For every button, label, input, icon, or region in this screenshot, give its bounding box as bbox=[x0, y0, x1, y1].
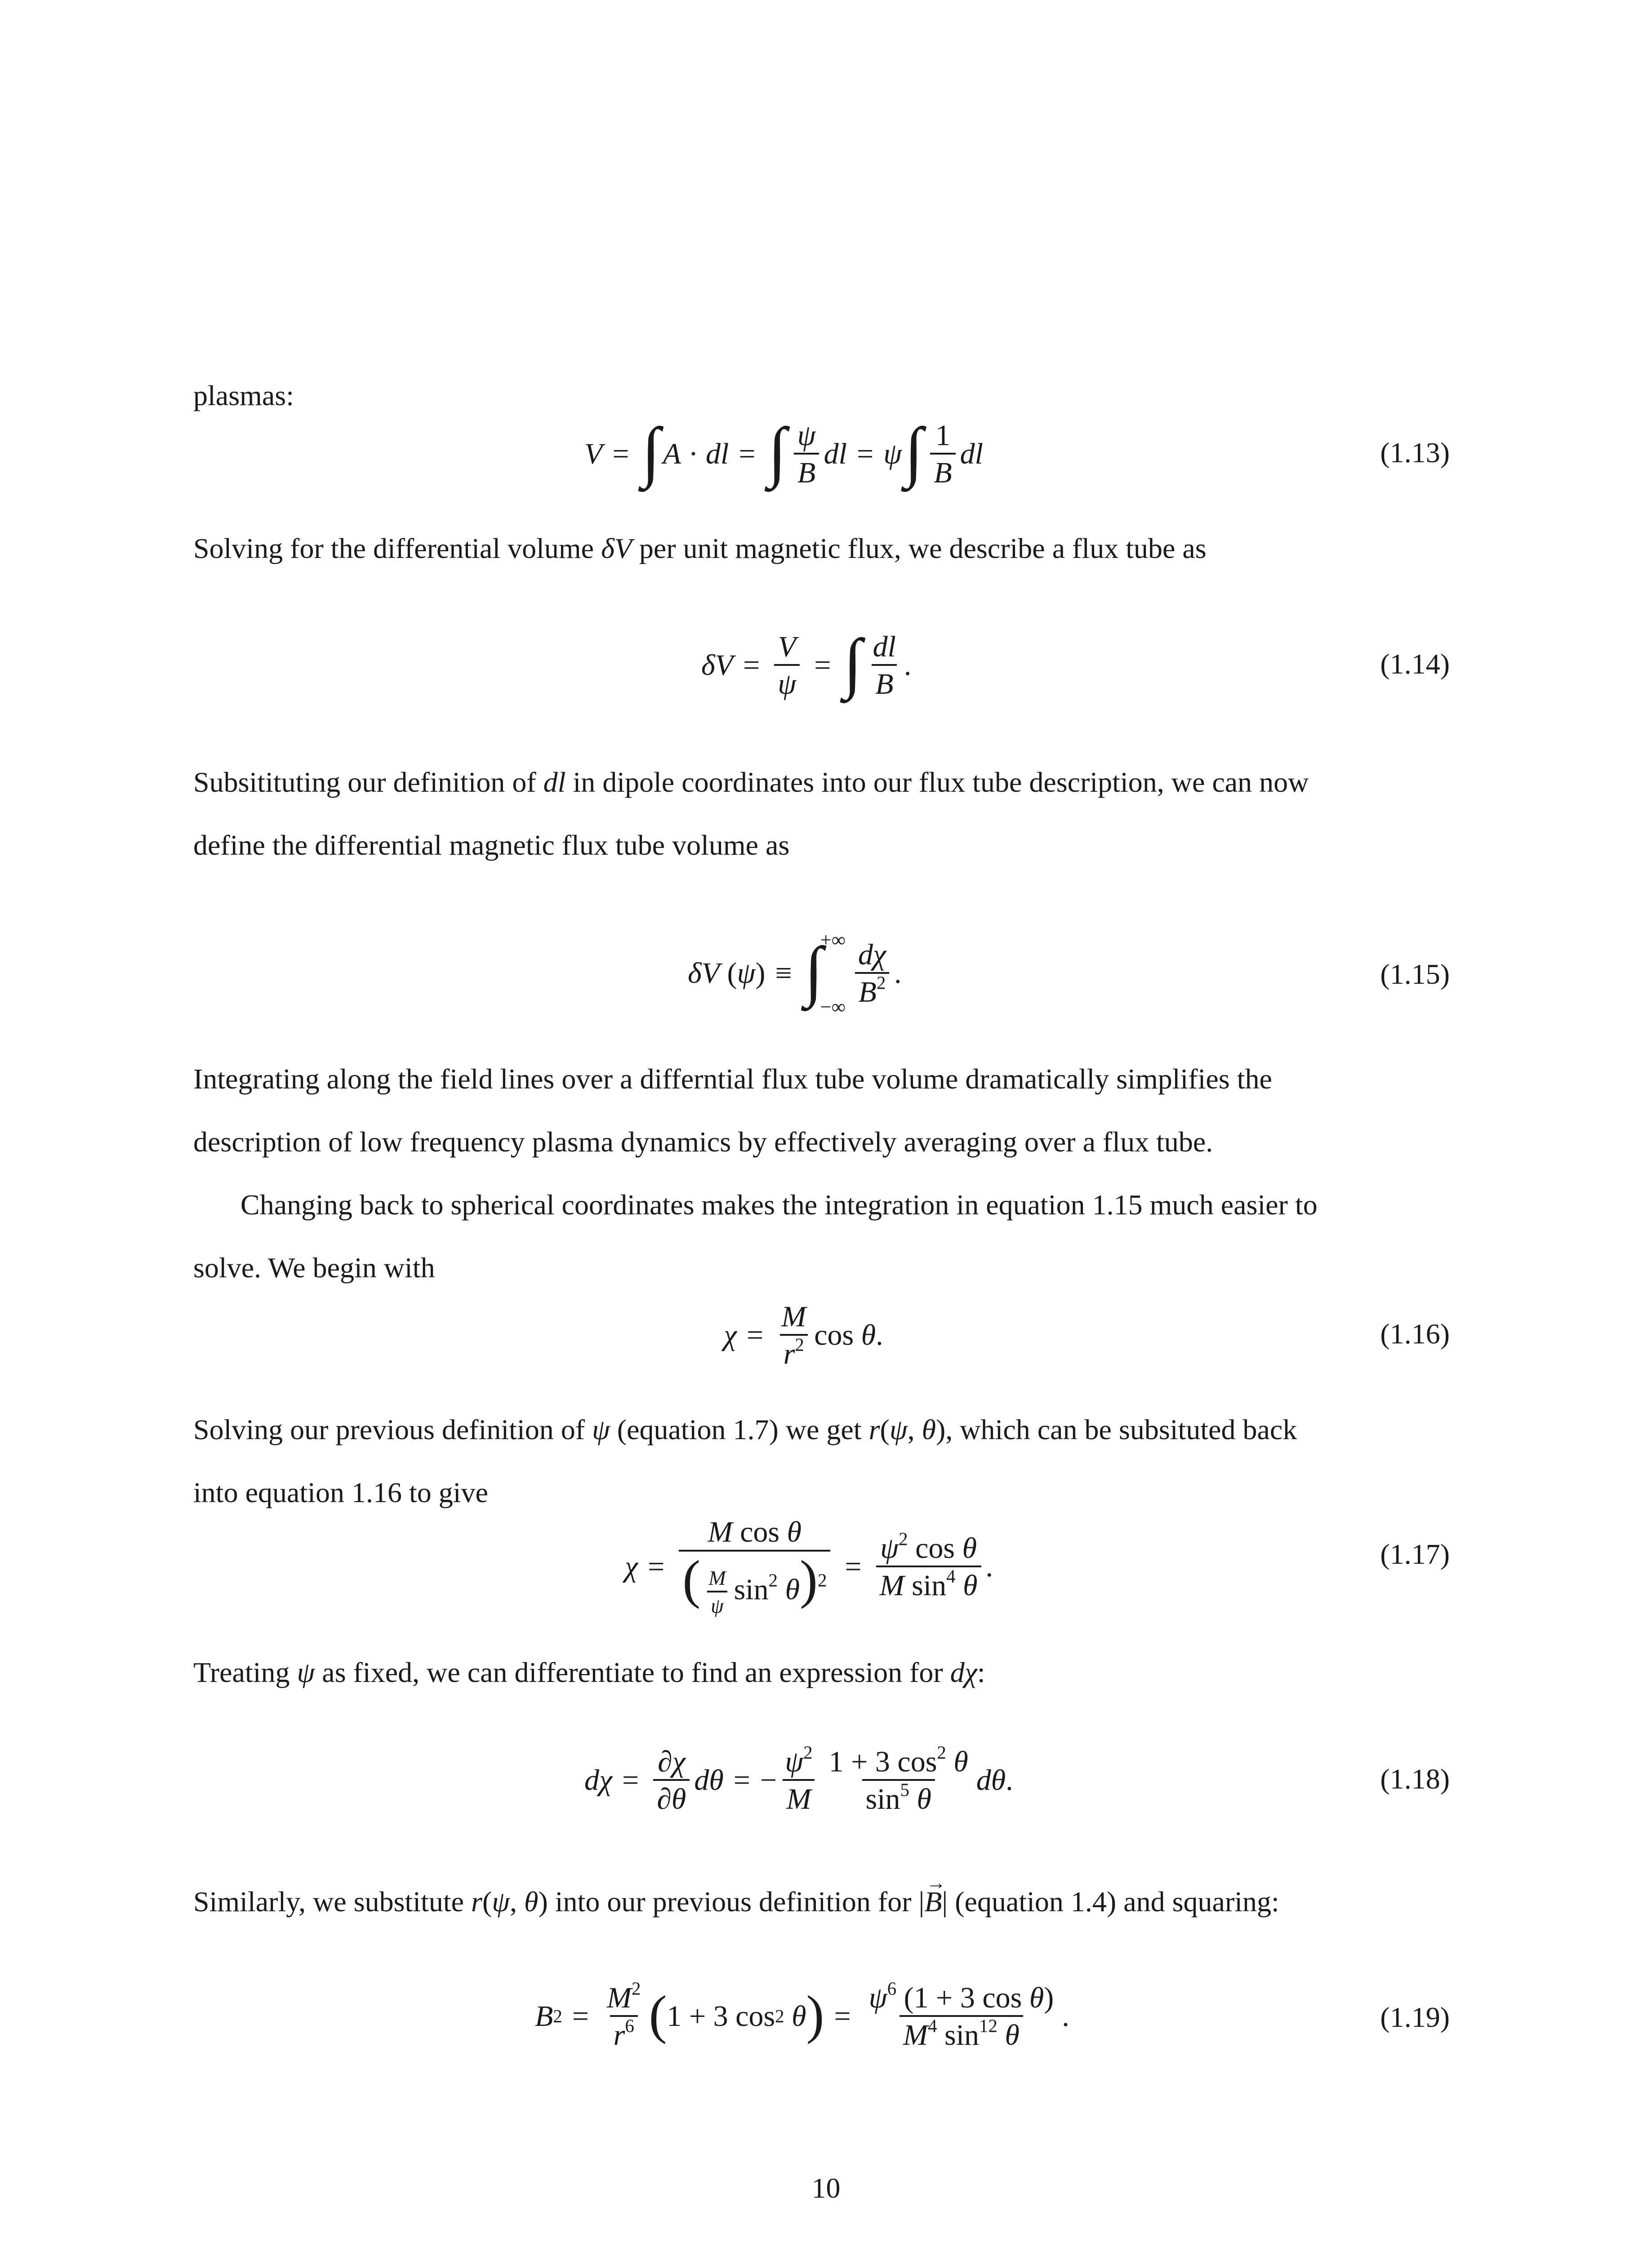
equation-1-15 bbox=[193, 922, 1450, 1025]
equation-number: (1.15) bbox=[1380, 958, 1450, 990]
equation-number: (1.14) bbox=[1380, 648, 1450, 680]
equation-1-19-body: B 2 = $\frac{M^2}{r^6}$ ( 1 + 3 cos 2 θ ) = $\frac{\psi^6 (1 + 3 \cos \theta)}{M^4 \sin^{12} \theta}$ . bbox=[535, 1978, 1069, 2052]
paragraph-solving-psi-line1: Solving our previous definition of ψ (equation 1.7) we get r(ψ, θ), which can be subsituted back bbox=[193, 1414, 1297, 1445]
equation-1-16-body: χ = $\frac{M}{r^2}$ cos θ . bbox=[724, 1300, 883, 1370]
paragraph-changing-line2: solve. We begin with bbox=[193, 1252, 435, 1284]
paragraph-integrating-line1: Integrating along the field lines over a differntial flux tube volume dramatically simplifies the bbox=[193, 1063, 1272, 1095]
equation-number: (1.18) bbox=[1380, 1763, 1450, 1795]
paragraph-differential-volume: Solving for the differential volume δV per unit magnetic flux, we describe a flux tube as bbox=[193, 532, 1207, 564]
paragraph-substituting-line1: Subsitituting our definition of dl in dipole coordinates into our flux tube description, we can now bbox=[193, 766, 1309, 798]
equation-1-17-body: χ = M cos θ ( $\frac{M}{\psi}$ $\sin^2 \theta)^2$ = $\frac{\psi^2 \cos \theta}{M \sin^4 \theta}$ . bbox=[625, 1516, 993, 1618]
equation-number: (1.16) bbox=[1380, 1318, 1450, 1350]
equation-1-19 bbox=[193, 1965, 1450, 2068]
equation-1-18-body: dχ = $\frac{\partial\chi}{\partial\theta}$ dθ = − $\frac{\psi^2}{M}$ $\frac{1 + 3 \cos^2 \theta}{\sin^5 \theta}$ dθ . bbox=[584, 1742, 1013, 1815]
equation-1-13 bbox=[193, 405, 1450, 504]
paragraph-changing-line1: Changing back to spherical coordinates makes the integration in equation 1.15 much easier to bbox=[240, 1189, 1318, 1221]
equation-1-16 bbox=[193, 1290, 1450, 1380]
equation-number: (1.19) bbox=[1380, 2001, 1450, 2033]
equation-1-15-body: δV ( ψ ) ≡ ∫ +∞ −∞ $\frac{d\chi}{B^2}$ . bbox=[688, 929, 902, 1018]
paragraph-substituting-line2: define the differential magnetic flux tube volume as bbox=[193, 829, 790, 861]
paragraph-similarly: Similarly, we substitute r(ψ, θ) into our previous definition for |→ B| (equation 1.4) and squaring: bbox=[193, 1870, 1450, 1933]
equation-1-13-body: V = ∫ A · dl = ∫ $\frac{\psi}{B}$ dl = ψ ∫ $\frac{1}{B}$ dl bbox=[584, 414, 983, 489]
equation-number: (1.13) bbox=[1380, 437, 1450, 468]
equation-number: (1.17) bbox=[1380, 1538, 1450, 1570]
equation-1-14 bbox=[193, 616, 1450, 715]
equation-1-18 bbox=[193, 1731, 1450, 1830]
paragraph-treating-psi: Treating ψ as fixed, we can differentiate to find an expression for dχ: bbox=[193, 1656, 985, 1688]
equation-1-17 bbox=[193, 1502, 1450, 1632]
paragraph-integrating-line2: description of low frequency plasma dynamics by effectively averaging over a flux tube. bbox=[193, 1126, 1213, 1158]
paragraph-plasmas: plasmas: bbox=[193, 379, 294, 411]
page-number: 10 bbox=[811, 2172, 841, 2204]
equation-1-14-body: δV = $\frac{V}{\psi}$ = ∫ $\frac{dl}{B}$ . bbox=[701, 625, 912, 700]
paragraph-solving-psi-line2: into equation 1.16 to give bbox=[193, 1476, 488, 1508]
